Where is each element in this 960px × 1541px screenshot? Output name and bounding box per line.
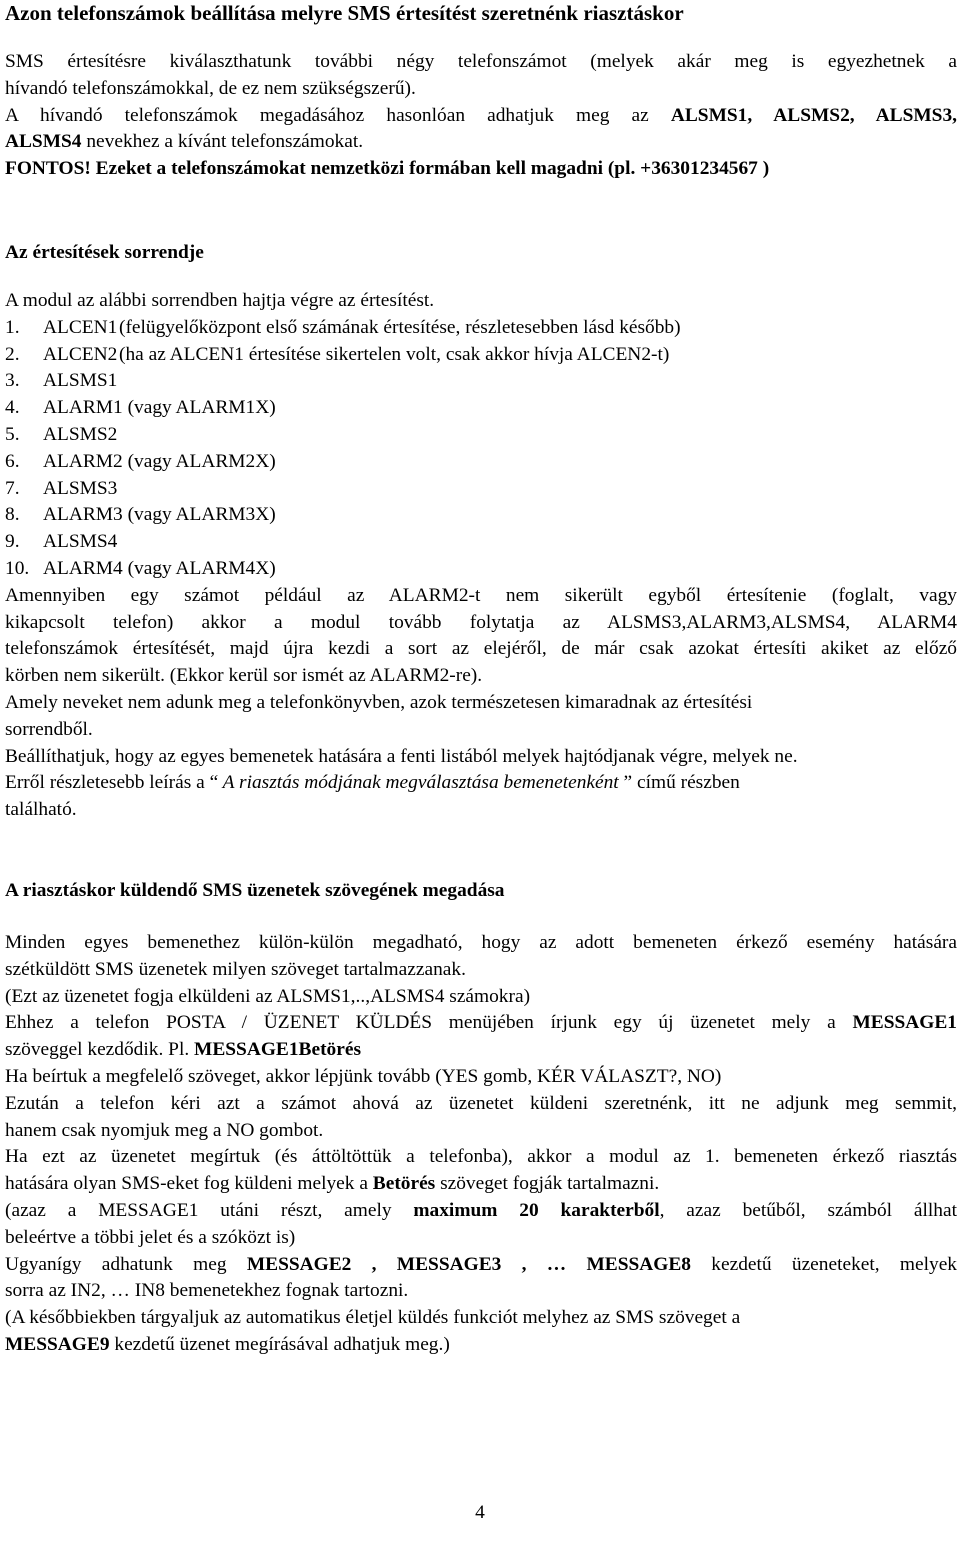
bold-run: Betörés: [372, 1173, 436, 1195]
paragraph-line: Ha beírtuk a megfelelő szöveget, akkor lépjünk tovább (YES gomb, KÉR VÁLASZT?, NO): [5, 1065, 722, 1087]
list-number: 6.: [5, 450, 20, 472]
list-number: 1.: [5, 316, 20, 338]
bold-run: MESSAGE1: [852, 1012, 957, 1034]
bold-run: MESSAGE1Betörés: [194, 1039, 362, 1061]
list-item: [5, 395, 957, 422]
list-number: 3.: [5, 370, 20, 392]
text-run: nevekhez a kívánt telefonszámokat.: [81, 131, 364, 153]
list-text: ALSMS2: [43, 423, 118, 445]
list-text: ALARM3 (vagy ALARM3X): [43, 504, 276, 526]
list-number: 10.: [5, 557, 30, 579]
list-number: 4.: [5, 397, 20, 419]
paragraph-line: [5, 1252, 957, 1279]
list-number: 7.: [5, 477, 20, 499]
intro-line: A modul az alábbi sorrendben hajtja végre az értesítést.: [5, 290, 435, 311]
bold-run: ALSMS4: [5, 131, 82, 153]
text-run: szöveggel kezdődik. Pl.: [5, 1039, 195, 1061]
text-run: A hívandó telefonszámok megadásához hasonlóan adhatjuk meg az: [5, 104, 671, 126]
text-run: Ehhez a telefon POSTA / ÜZENET KÜLDÉS menüjében írjunk egy új üzenetet mely a: [5, 1012, 853, 1034]
bold-run: MESSAGE9: [5, 1333, 110, 1355]
paragraph-line: [5, 1332, 957, 1359]
order-list: [5, 315, 957, 583]
paragraph-line: Erről részletesebb leírás a “ A riasztás módjának megválasztása bemenetenként ” című részben: [5, 772, 740, 794]
paragraph-line: Amennyiben egy számot például az ALARM2-t nem sikerült egyből értesítenie (foglalt, vagy: [5, 584, 957, 606]
section-heading-order: Az értesítések sorrendje: [5, 242, 204, 263]
text-run: , azaz betűből, számból állhat: [659, 1199, 957, 1221]
paragraph-line: [5, 129, 957, 156]
paragraph-line: [5, 1010, 957, 1037]
list-desc: (ha az ALCEN1 értesítése sikertelen volt, csak akkor hívja ALCEN2-t): [119, 343, 670, 365]
list-text: ALARM1 (vagy ALARM1X): [43, 397, 276, 419]
text-run: kezdetű üzenet megírásával adhatjuk meg.): [109, 1333, 450, 1355]
italic-reference: A riasztás módjának megválasztása bemenetenként: [218, 772, 624, 794]
section-heading-sms-text: A riasztáskor küldendő SMS üzenetek szövegének megadása: [5, 880, 505, 901]
paragraph-line: [5, 103, 957, 130]
section-2-body: [5, 288, 957, 824]
list-text: ALARM2 (vagy ALARM2X): [43, 450, 276, 472]
text-run: (azaz a MESSAGE1 utáni részt, amely: [5, 1199, 414, 1221]
text-run: szöveget fogják tartalmazni.: [435, 1173, 660, 1195]
paragraph-line: sorrendből.: [5, 718, 93, 740]
text-run: Erről részletesebb leírás a: [5, 772, 210, 794]
paragraph-line: Minden egyes bemenethez külön-külön megadható, hogy az adott bemeneten érkező esemény hatására: [5, 932, 957, 953]
paragraph-line: Ezután a telefon kéri azt a számot ahová az üzenetet küldeni szeretnénk, itt ne adjunk meg semmit,: [5, 1092, 957, 1114]
paragraph-line: hívandó telefonszámokkal, de ez nem szükségszerű).: [5, 77, 416, 99]
list-number: 2.: [5, 343, 20, 365]
list-text: ALSMS3: [43, 477, 118, 499]
paragraph-line: található.: [5, 799, 77, 821]
section-title-sms-numbers: Azon telefonszámok beállítása melyre SMS értesítést szeretnénk riasztáskor: [5, 1, 684, 25]
list-desc: (felügyelőközpont első számának értesítése, részletesebben lásd később): [119, 316, 681, 338]
section-1-body: [5, 49, 957, 183]
list-item: [5, 449, 957, 476]
paragraph-line: szétküldött SMS üzenetek milyen szöveget tartalmazzanak.: [5, 958, 466, 980]
bold-run: MESSAGE2 , MESSAGE3 , … MESSAGE8: [246, 1253, 691, 1275]
paragraph-line: [5, 1198, 957, 1225]
list-text: ALSMS1: [43, 370, 118, 392]
text-run: című részben: [632, 772, 740, 794]
paragraph-line: (Ezt az üzenetet fogja elküldeni az ALSMS1,..,ALSMS4 számokra): [5, 985, 531, 1007]
paragraph-line: beleértve a többi jelet és a szóközt is): [5, 1226, 296, 1248]
paragraph-line: Ha ezt az üzenetet megírtuk (és áttöltöttük a telefonba), akkor a modul az 1. bemeneten érkező riasztás: [5, 1146, 957, 1168]
paragraph-line: telefonszámok értesítését, majd újra kezdi a sort az elejéről, de már csak azokat értesíti akiket az előző: [5, 638, 957, 660]
bold-run: ALSMS1, ALSMS2, ALSMS3,: [670, 104, 958, 126]
list-text: ALSMS4: [43, 531, 118, 553]
list-item: [5, 502, 957, 529]
list-text: ALARM4 (vagy ALARM4X): [43, 557, 276, 579]
list-item: [5, 529, 957, 556]
list-code: ALCEN1: [43, 316, 118, 338]
page-number: 4: [475, 1502, 485, 1523]
paragraph-line: SMS értesítésre kiválaszthatunk további négy telefonszámot (melyek akár meg is egyezhetnek a: [5, 51, 957, 72]
list-item: [5, 368, 957, 395]
bold-run: maximum 20 karakterből: [413, 1199, 660, 1221]
important-note: FONTOS! Ezeket a telefonszámokat nemzetközi formában kell magadni (pl. +36301234567 ): [5, 158, 770, 180]
list-number: 9.: [5, 531, 20, 553]
list-item: [5, 342, 957, 369]
list-number: 5.: [5, 423, 20, 445]
paragraph-line: (A későbbiekben tárgyaljuk az automatikus életjel küldés funkciót melyhez az SMS szöveget a: [5, 1307, 741, 1329]
list-item: [5, 476, 957, 503]
paragraph-line: kikapcsolt telefon) akkor a modul tovább folytatja az ALSMS3,ALARM3,ALSMS4, ALARM4: [5, 611, 957, 633]
list-number: 8.: [5, 504, 20, 526]
paragraph-line: sorra az IN2, … IN8 bemenetekhez fognak tartozni.: [5, 1280, 409, 1302]
text-run: kezdetű üzeneteket, melyek: [690, 1253, 957, 1275]
paragraph-line: körben nem sikerült. (Ekkor kerül sor ismét az ALARM2-re).: [5, 665, 483, 687]
text-run: hatására olyan SMS-eket fog küldeni melyek a: [5, 1173, 373, 1195]
paragraph-line: hanem csak nyomjuk meg a NO gombot.: [5, 1119, 324, 1141]
paragraph-line: Amely neveket nem adunk meg a telefonkönyvben, azok természetesen kimaradnak az értesítési: [5, 691, 753, 713]
paragraph-line: [5, 1171, 957, 1198]
text-run: Ugyanígy adhatunk meg: [5, 1253, 247, 1275]
paragraph-line: [5, 1037, 957, 1064]
list-item: [5, 315, 957, 342]
paragraph-line: Beállíthatjuk, hogy az egyes bemenetek hatására a fenti listából melyek hajtódjanak végre, melyek ne.: [5, 745, 798, 767]
list-item: [5, 422, 957, 449]
list-item: [5, 556, 957, 583]
list-code: ALCEN2: [43, 343, 118, 365]
section-3-body: [5, 930, 957, 1359]
